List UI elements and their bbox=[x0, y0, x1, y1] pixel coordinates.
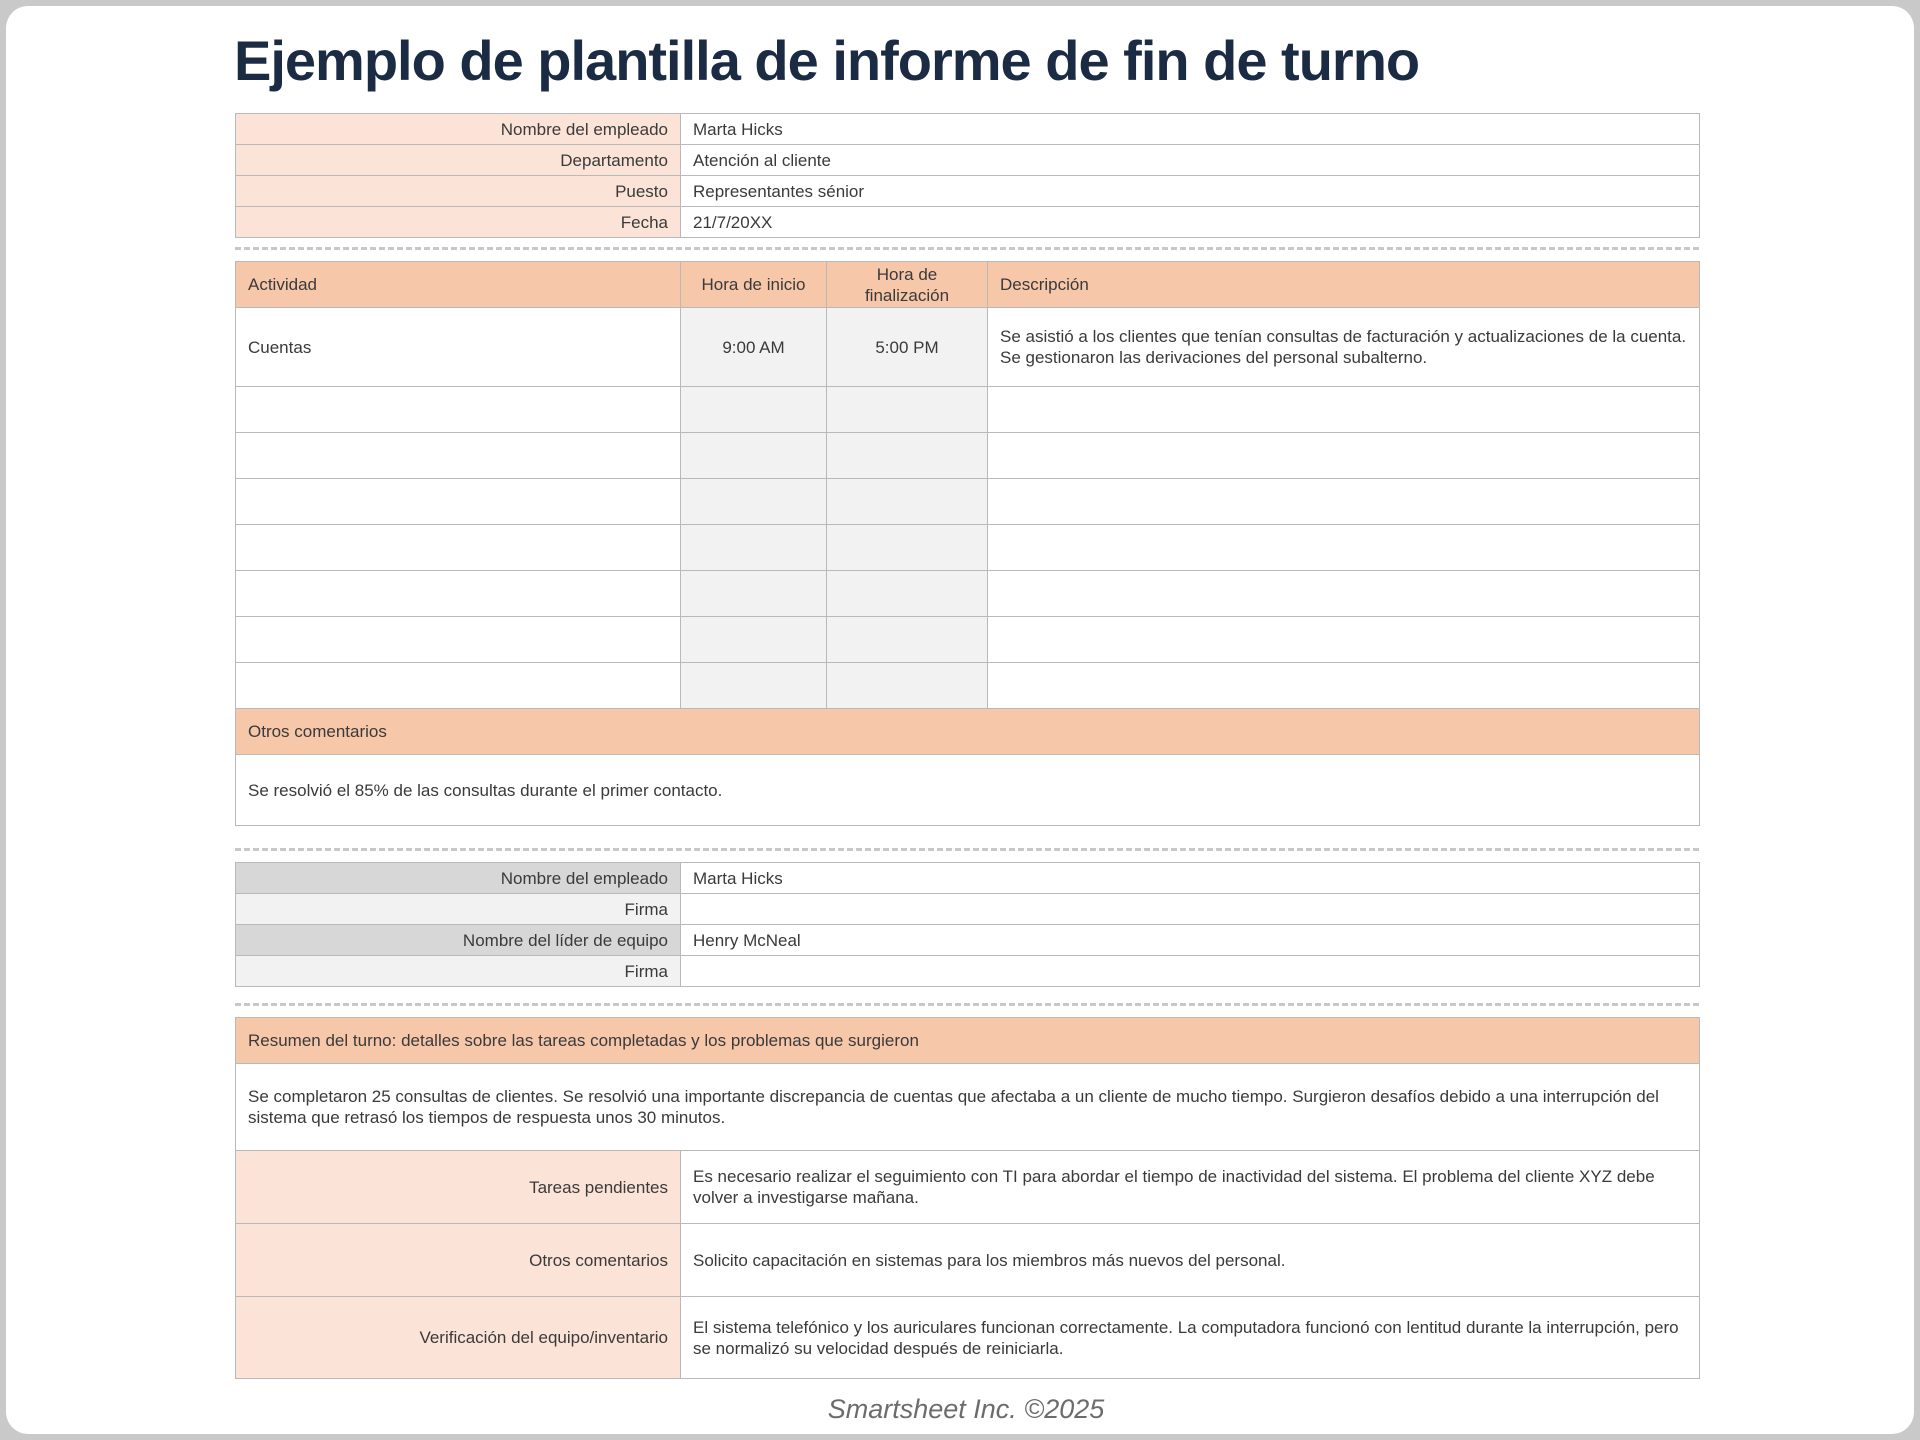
table-row bbox=[236, 663, 1700, 709]
other-comments-text[interactable]: Se resolvió el 85% de las consultas durante el primer contacto. bbox=[236, 755, 1700, 826]
activity-cell[interactable]: Cuentas bbox=[236, 308, 681, 387]
summary-table bbox=[235, 1017, 1700, 1379]
end-time-cell[interactable] bbox=[827, 663, 988, 709]
start-time-cell[interactable] bbox=[681, 663, 827, 709]
end-time-header: Hora de finalización bbox=[827, 262, 988, 308]
signature-label: Nombre del empleado bbox=[236, 863, 681, 894]
other-comments-row bbox=[236, 755, 1700, 826]
end-time-cell[interactable]: 5:00 PM bbox=[827, 308, 988, 387]
table-row bbox=[236, 571, 1700, 617]
signature-row bbox=[236, 863, 1700, 894]
signature-value[interactable]: Marta Hicks bbox=[681, 863, 1700, 894]
activity-cell[interactable] bbox=[236, 387, 681, 433]
signature-field[interactable] bbox=[681, 894, 1700, 925]
other-comments-header-row bbox=[236, 709, 1700, 755]
activity-cell[interactable] bbox=[236, 571, 681, 617]
info-value[interactable]: 21/7/20XX bbox=[681, 207, 1700, 238]
end-time-cell[interactable] bbox=[827, 571, 988, 617]
activity-header-row bbox=[236, 262, 1700, 308]
description-cell[interactable] bbox=[988, 663, 1700, 709]
divider bbox=[235, 848, 1699, 851]
summary-item-row bbox=[236, 1224, 1700, 1297]
description-cell[interactable]: Se asistió a los clientes que tenían consultas de facturación y actualizaciones de la cuenta. Se gestionaron las derivaciones del personal subalterno. bbox=[988, 308, 1700, 387]
table-row bbox=[236, 525, 1700, 571]
summary-item-label: Verificación del equipo/inventario bbox=[236, 1297, 681, 1379]
activity-table bbox=[235, 261, 1700, 826]
summary-item-value[interactable]: Es necesario realizar el seguimiento con TI para abordar el tiempo de inactividad del sistema. El problema del cliente XYZ debe volver a investigarse mañana. bbox=[681, 1151, 1700, 1224]
table-row bbox=[236, 479, 1700, 525]
employee-info-table bbox=[235, 113, 1700, 238]
summary-header-row bbox=[236, 1018, 1700, 1064]
activity-cell[interactable] bbox=[236, 525, 681, 571]
page bbox=[6, 6, 1914, 1434]
description-cell[interactable] bbox=[988, 525, 1700, 571]
start-time-cell[interactable] bbox=[681, 387, 827, 433]
info-row bbox=[236, 114, 1700, 145]
signature-row bbox=[236, 925, 1700, 956]
info-row bbox=[236, 176, 1700, 207]
info-row bbox=[236, 145, 1700, 176]
info-label: Departamento bbox=[236, 145, 681, 176]
summary-text-row bbox=[236, 1064, 1700, 1151]
description-cell[interactable] bbox=[988, 387, 1700, 433]
summary-item-label: Otros comentarios bbox=[236, 1224, 681, 1297]
divider bbox=[235, 247, 1699, 250]
description-cell[interactable] bbox=[988, 571, 1700, 617]
start-time-cell[interactable]: 9:00 AM bbox=[681, 308, 827, 387]
signature-table bbox=[235, 862, 1700, 987]
info-row bbox=[236, 207, 1700, 238]
table-row bbox=[236, 308, 1700, 387]
activity-cell[interactable] bbox=[236, 663, 681, 709]
start-time-cell[interactable] bbox=[681, 479, 827, 525]
info-label: Puesto bbox=[236, 176, 681, 207]
description-cell[interactable] bbox=[988, 617, 1700, 663]
summary-item-value[interactable]: El sistema telefónico y los auriculares funcionan correctamente. La computadora funcionó con lentitud durante la interrupción, pero se normalizó su velocidad después de reiniciarla. bbox=[681, 1297, 1700, 1379]
signature-row bbox=[236, 894, 1700, 925]
signature-row bbox=[236, 956, 1700, 987]
other-comments-header: Otros comentarios bbox=[236, 709, 1700, 755]
start-time-cell[interactable] bbox=[681, 433, 827, 479]
summary-text[interactable]: Se completaron 25 consultas de clientes. Se resolvió una importante discrepancia de cuentas que afectaba a un cliente de mucho tiempo. Surgieron desafíos debido a una interrupción del sistema que retrasó los tiempos de respuesta unos 30 minutos. bbox=[236, 1064, 1700, 1151]
description-cell[interactable] bbox=[988, 433, 1700, 479]
activity-cell[interactable] bbox=[236, 479, 681, 525]
table-row bbox=[236, 617, 1700, 663]
start-time-cell[interactable] bbox=[681, 617, 827, 663]
table-row bbox=[236, 387, 1700, 433]
start-time-cell[interactable] bbox=[681, 525, 827, 571]
page-title: Ejemplo de plantilla de informe de fin de turno bbox=[234, 29, 1420, 92]
activity-cell[interactable] bbox=[236, 433, 681, 479]
summary-header: Resumen del turno: detalles sobre las tareas completadas y los problemas que surgieron bbox=[236, 1018, 1700, 1064]
signature-label: Nombre del líder de equipo bbox=[236, 925, 681, 956]
summary-item-row bbox=[236, 1151, 1700, 1224]
end-time-cell[interactable] bbox=[827, 433, 988, 479]
info-value[interactable]: Atención al cliente bbox=[681, 145, 1700, 176]
info-value[interactable]: Representantes sénior bbox=[681, 176, 1700, 207]
summary-item-value[interactable]: Solicito capacitación en sistemas para los miembros más nuevos del personal. bbox=[681, 1224, 1700, 1297]
end-time-cell[interactable] bbox=[827, 525, 988, 571]
description-cell[interactable] bbox=[988, 479, 1700, 525]
description-header: Descripción bbox=[988, 262, 1700, 308]
summary-item-label: Tareas pendientes bbox=[236, 1151, 681, 1224]
end-time-cell[interactable] bbox=[827, 387, 988, 433]
start-time-cell[interactable] bbox=[681, 571, 827, 617]
signature-field[interactable] bbox=[681, 956, 1700, 987]
end-time-cell[interactable] bbox=[827, 617, 988, 663]
activity-cell[interactable] bbox=[236, 617, 681, 663]
footer-copyright: Smartsheet Inc. ©2025 bbox=[827, 1394, 1105, 1424]
summary-item-row bbox=[236, 1297, 1700, 1379]
signature-value[interactable]: Henry McNeal bbox=[681, 925, 1700, 956]
signature-label: Firma bbox=[236, 956, 681, 987]
start-time-header: Hora de inicio bbox=[681, 262, 827, 308]
info-value[interactable]: Marta Hicks bbox=[681, 114, 1700, 145]
table-row bbox=[236, 433, 1700, 479]
activity-header: Actividad bbox=[236, 262, 681, 308]
signature-label: Firma bbox=[236, 894, 681, 925]
divider bbox=[235, 1003, 1699, 1006]
info-label: Nombre del empleado bbox=[236, 114, 681, 145]
end-time-cell[interactable] bbox=[827, 479, 988, 525]
info-label: Fecha bbox=[236, 207, 681, 238]
